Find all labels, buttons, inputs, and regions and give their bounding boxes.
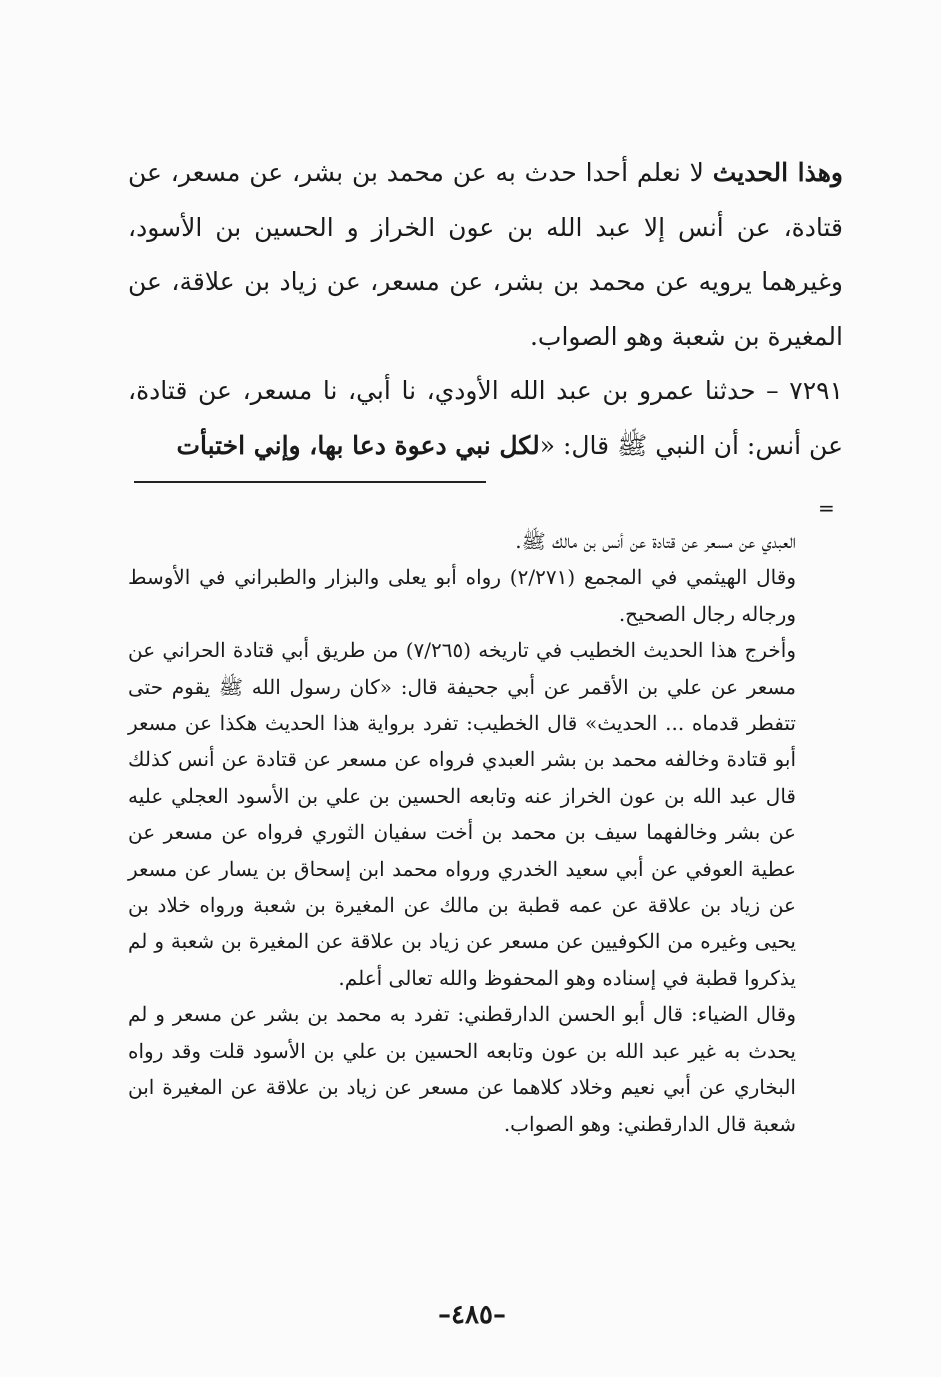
hadith-7291 bbox=[128, 364, 843, 473]
footnotes bbox=[128, 523, 796, 1142]
footnote-paragraph: العبدي عن مسعر عن قتادة عن أنس بن مالك ﷺ. bbox=[515, 529, 796, 553]
hadith-7291-isnad: ٧٢٩١ – حدثنا عمرو بن عبد الله الأودي، نا أبي، نا مسعر، عن قتادة، عن أنس: أن النبي ﷺ قال: « bbox=[128, 376, 843, 460]
paragraph-1-text: لا نعلم أحدا حدث به عن محمد بن بشر، عن مسعر، عن قتادة، عن أنس إلا عبد الله بن عون الخراز و الحسين بن الأسود، وغيرهما يرويه عن محمد بن بشر، عن مسعر، عن زياد بن علاقة، عن المغيرة بن شعبة وهو الصواب. bbox=[128, 158, 843, 351]
paragraph-1 bbox=[128, 146, 843, 364]
hadith-7291-matn: لكل نبي دعوة دعا بها، وإني اختبأت bbox=[176, 430, 540, 460]
main-text bbox=[128, 146, 843, 473]
footnote-paragraph: وقال الهيثمي في المجمع (٢/٢٧١) رواه أبو يعلى والبزار والطبراني في الأوسط ورجاله رجال الصحيح. bbox=[128, 565, 796, 626]
page-number: –٤٨٥– bbox=[438, 1300, 506, 1330]
paragraph-1-lead: وهذا الحديث bbox=[712, 158, 844, 187]
footnote-paragraph: وأخرج هذا الحديث الخطيب في تاريخه (٧/٢٦٥) من طريق أبي قتادة الحراني عن مسعر عن علي بن الأقمر عن أبي جحيفة قال: «كان رسول الله ﷺ يقوم حتى تتفطر قدماه ... الحديث» قال الخطيب: تفرد برواية هذا الحديث هكذا عن مسعر أبو قتادة وخالفه محمد بن بشر العبدي فرواه عن مسعر عن قتادة عن أنس كذلك قال عبد الله بن عون الخراز عنه وتابعه الحسين بن علي بن الأسود العجلي عليه عن بشر وخالفهما سيف بن محمد بن أخت سفيان الثوري فرواه عن مسعر عن عطية العوفي عن أبي سعيد الخدري ورواه محمد ابن إسحاق بن يسار عن مسعر عن زياد بن علاقة عن عمه قطبة بن مالك عن المغيرة بن شعبة ورواه خلاد بن يحيى وغيره من الكوفيين عن مسعر عن زياد بن علاقة عن المغيرة بن شعبة و لم يذكروا قطبة في إسناده وهو المحفوظ والله تعالى أعلم. bbox=[128, 638, 796, 990]
continuation-mark: = bbox=[818, 496, 835, 520]
footnote-divider bbox=[134, 481, 486, 483]
footnote-paragraph: وقال الضياء: قال أبو الحسن الدارقطني: تفرد به محمد بن بشر عن مسعر و لم يحدث به غير عبد الله بن عون وتابعه الحسين بن علي بن الأسود قلت وقد رواه البخاري عن أبي نعيم وخلاد كلاهما عن مسعر عن زياد بن علاقة عن المغيرة ابن شعبة قال الدارقطني: وهو الصواب. bbox=[128, 1002, 796, 1136]
